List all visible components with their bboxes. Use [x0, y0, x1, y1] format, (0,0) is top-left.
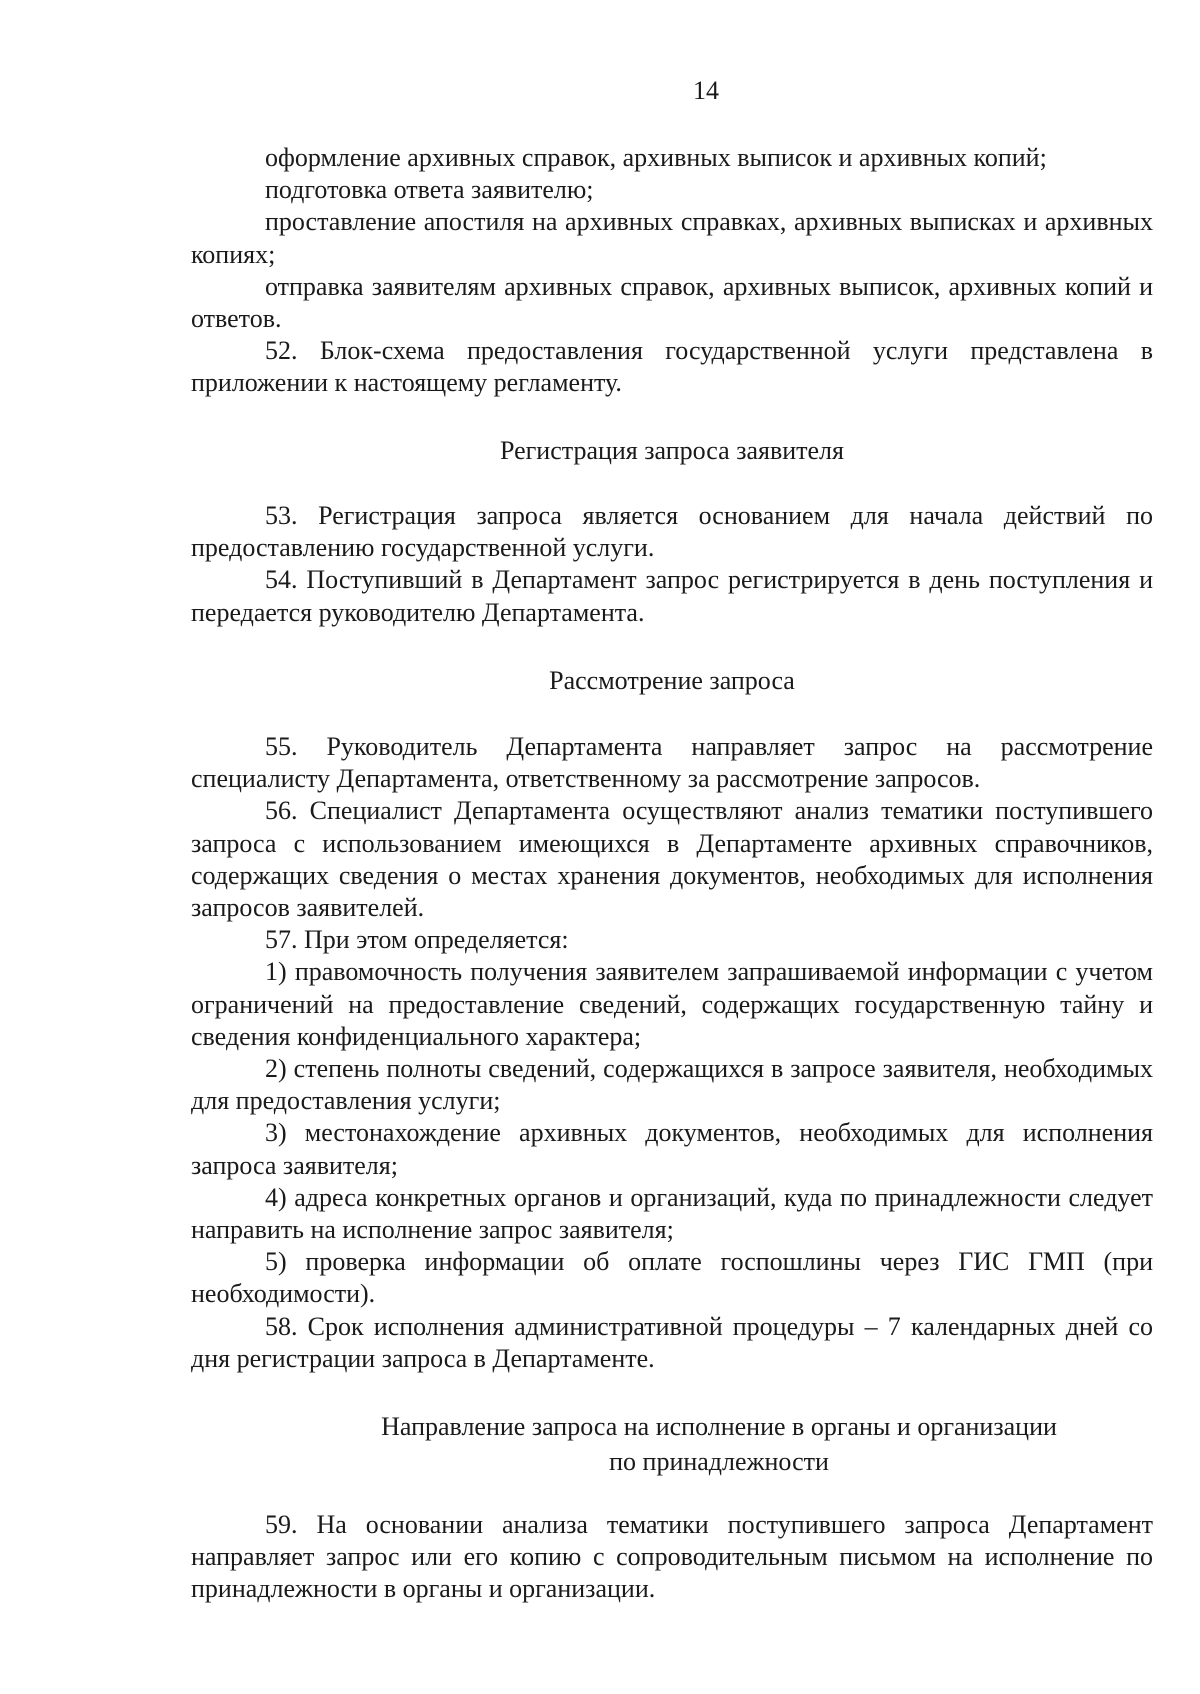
paragraph: 59. На основании анализа тематики поступившего запроса Департамент направляет запрос или его копию с сопроводительным письмом на исполнение по принадлежности в органы и организации. — [191, 1510, 1153, 1604]
text-block-2 — [191, 500, 1153, 629]
paragraph: 53. Регистрация запроса является основанием для начала действий по предоставлению государственной услуги. — [191, 501, 1153, 563]
paragraph: 2) степень полноты сведений, содержащихся в запросе заявителя, необходимых для предоставления услуги; — [191, 1054, 1153, 1116]
paragraph: проставление апостиля на архивных справках, архивных выписках и архивных копиях; — [191, 207, 1153, 269]
paragraph: 54. Поступивший в Департамент запрос регистрируется в день поступления и передается руководителю Департамента. — [191, 565, 1153, 627]
paragraph: подготовка ответа заявителю; — [265, 175, 594, 205]
paragraph: 4) адреса конкретных органов и организаций, куда по принадлежности следует направить на исполнение запрос заявителя; — [191, 1182, 1153, 1245]
section-heading-review: Рассмотрение запроса — [549, 666, 795, 695]
paragraph: 55. Руководитель Департамента направляет запрос на рассмотрение специалисту Департамента, ответственному за рассмотрение запросов. — [191, 732, 1153, 794]
paragraph: оформление архивных справок, архивных выписок и архивных копий; — [265, 143, 1047, 172]
page-number: 14 — [693, 76, 719, 105]
paragraph: 52. Блок-схема предоставления государственной услуги представлена в приложении к настоящему регламенту. — [191, 336, 1153, 398]
heading-line: по принадлежности — [609, 1447, 829, 1476]
paragraph: 3) местонахождение архивных документов, необходимых для исполнения запроса заявителя; — [191, 1118, 1153, 1180]
paragraph: 1) правомочность получения заявителем запрашиваемой информации с учетом ограничений на предоставление сведений, содержащих государственную тайну и сведения конфиденциального характера; — [191, 957, 1153, 1051]
text-block-1 — [191, 142, 1153, 400]
text-block-4 — [191, 1509, 1153, 1606]
paragraph: отправка заявителям архивных справок, архивных выписок, архивных копий и ответов. — [191, 271, 1153, 334]
text-block-3 — [191, 731, 1153, 1375]
section-heading-forwarding — [238, 1409, 1200, 1479]
section-heading-registration: Регистрация запроса заявителя — [499, 436, 844, 465]
paragraph: 57. При этом определяется: — [265, 925, 569, 955]
heading-line: Направление запроса на исполнение в органы и организации — [381, 1412, 1057, 1441]
paragraph: 58. Срок исполнения административной процедуры – 7 календарных дней со дня регистрации запроса в Департаменте. — [191, 1311, 1153, 1373]
paragraph: 56. Специалист Департамента осуществляют анализ тематики поступившего запроса с использованием имеющихся в Департаменте архивных справочников, содержащих сведения о местах хранения документов, необходимых для исполнения запросов заявителей. — [191, 796, 1153, 923]
paragraph: 5) проверка информации об оплате госпошлины через ГИС ГМП (при необходимости). — [191, 1247, 1153, 1309]
